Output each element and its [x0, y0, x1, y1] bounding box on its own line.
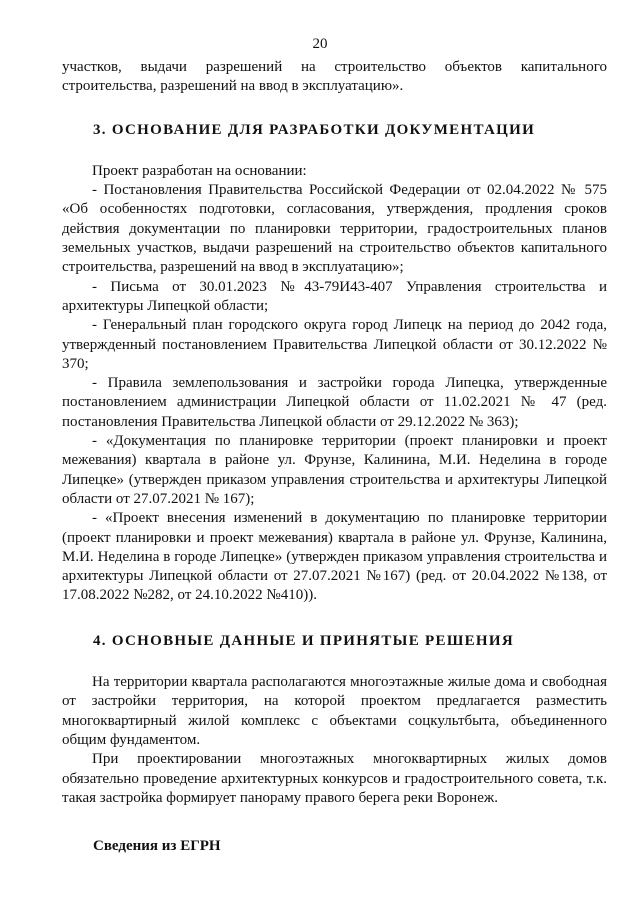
section-4-paragraph: При проектировании многоэтажных многоквартирных жилых домов обязательно проведение архитектурных конкурсов и градостроительного совета, т.к. такая застройка формирует панораму правого берега реки Воронеж.	[62, 751, 607, 806]
basis-item: - «Проект внесения изменений в документацию по планировке территории (проект планировки и проект межевания) квартала в районе ул. Фрунзе, Калинина, М.И. Неделина в городе Липецке» (утвержден приказом управления строительства и архитектуры Липецкой области от 27.07.2021 №167) (ред. от 20.04.2022 №138, от 17.08.2022 №282, от 24.10.2022 №410)).	[62, 510, 607, 604]
document-body	[62, 58, 607, 856]
basis-item: - Правила землепользования и застройки города Липецка, утвержденные постановлением администрации Липецкой области от 11.02.2021 № 47 (ред. постановления Правительства Липецкой области от 29.12.2022 № 363);	[62, 375, 607, 430]
section-3-heading: 3. ОСНОВАНИЕ ДЛЯ РАЗРАБОТКИ ДОКУМЕНТАЦИИ	[93, 121, 536, 138]
egrn-subheading: Сведения из ЕГРН	[93, 838, 221, 855]
section-3-lead: Проект разработан на основании:	[92, 162, 307, 179]
page-number: 20	[312, 36, 328, 52]
section-4-paragraph: На территории квартала располагаются многоэтажные жилые дома и свободная от застройки территория, на которой проектом предлагается разместить многоквартирный жилой комплекс с объектами соцкультбыта, объединенного общим фундаментом.	[62, 674, 607, 748]
basis-item: - Письма от 30.01.2023 №43-79И43-407 Управления строительства и архитектуры Липецкой области;	[62, 278, 607, 314]
section-4-heading: 4. ОСНОВНЫЕ ДАННЫЕ И ПРИНЯТЫЕ РЕШЕНИЯ	[93, 632, 514, 649]
basis-item: - Постановления Правительства Российской Федерации от 02.04.2022 № 575 «Об особенностях подготовки, согласования, утверждения, продления сроков действия документации по планировки территории, градостроительных планов земельных участков, выдачи разрешений на строительство объектов капитального строительства, разрешений на ввод в эксплуатацию»;	[62, 182, 607, 276]
basis-item: - Генеральный план городского округа город Липецк на период до 2042 года, утвержденный постановлением Правительства Липецкой области от 30.12.2022 № 370;	[62, 317, 607, 372]
basis-item: - «Документация по планировке территории (проект планировки и проект межевания) квартала в районе ул. Фрунзе, Калинина, М.И. Неделина в городе Липецке» (утвержден приказом управления строительства и архитектуры Липецкой области от 27.07.2021 № 167);	[62, 433, 607, 507]
intro-paragraph: участков, выдачи разрешений на строительство объектов капитального строительства, разрешений на ввод в эксплуатацию».	[62, 59, 607, 95]
